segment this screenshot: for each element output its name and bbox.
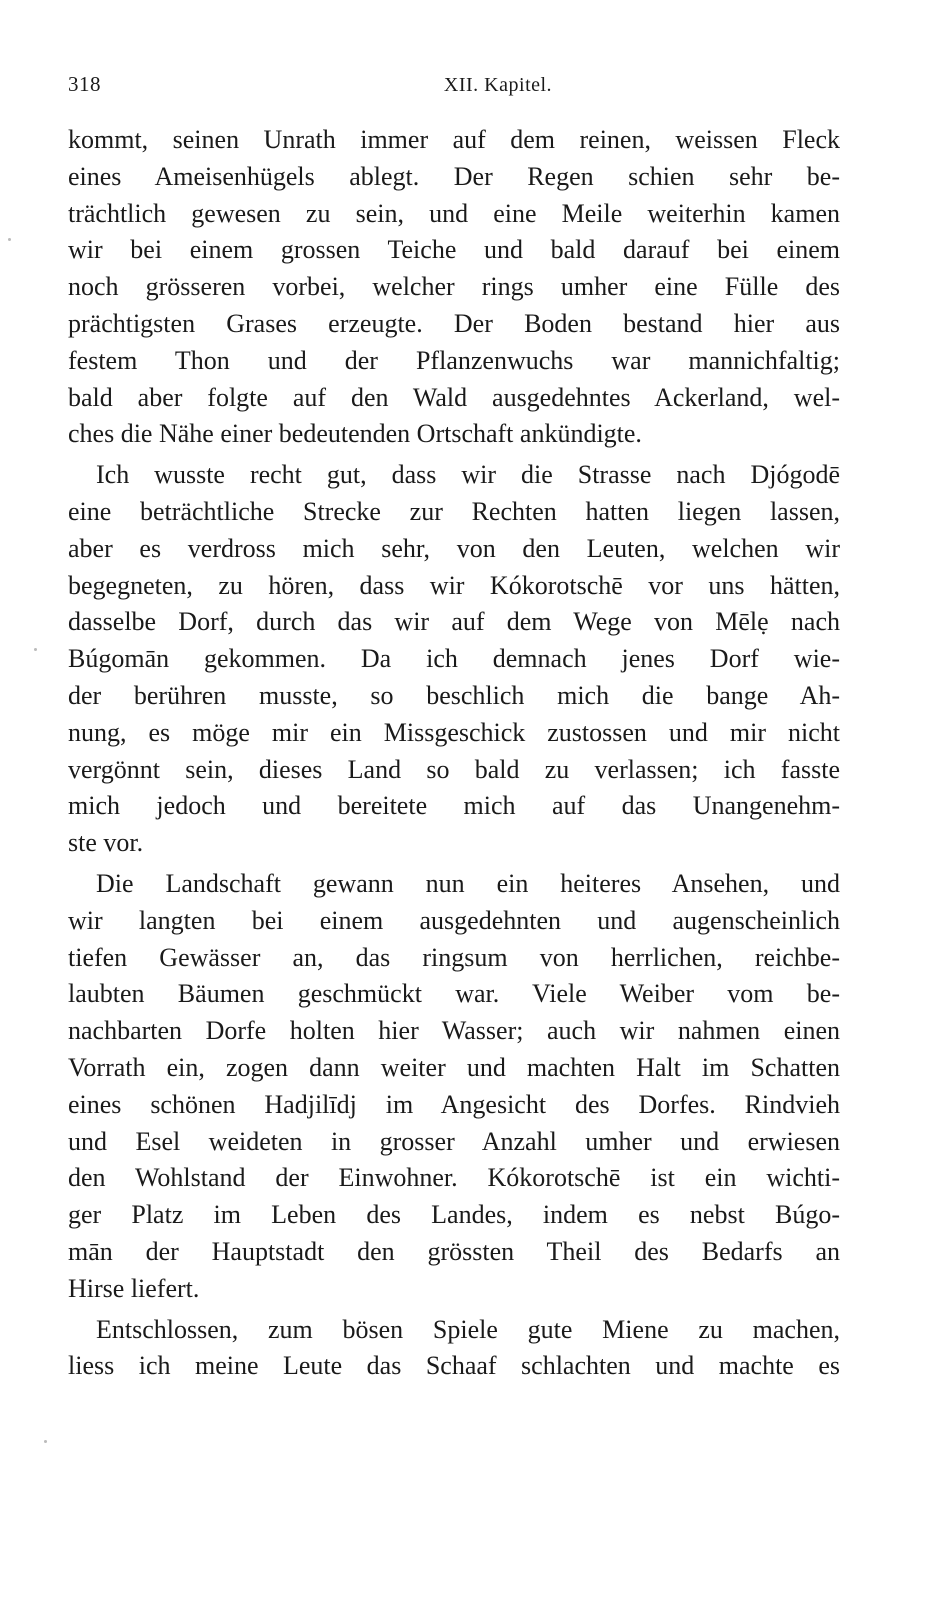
text-line: mān der Hauptstadt den grössten Theil des Bedarfs an	[68, 1236, 840, 1266]
text-line: liess ich meine Leute das Schaaf schlachten und machte es	[68, 1351, 840, 1381]
text-line: Entschlossen, zum bösen Spiele gute Miene zu machen,	[96, 1314, 840, 1344]
text-line: nung, es möge mir ein Missgeschick zustossen und mir nicht	[68, 717, 840, 747]
text-line: Búgomān gekommen. Da ich demnach jenes Dorf wie-	[68, 644, 840, 674]
text-line: tiefen Gewässer an, das ringsum von herrlichen, reichbe-	[68, 942, 840, 972]
text-line: noch grösseren vorbei, welcher rings umher eine Fülle des	[68, 272, 840, 302]
text-line: Die Landschaft gewann nun ein heiteres Ansehen, und	[96, 868, 840, 898]
text-line: eine beträchtliche Strecke zur Rechten hatten liegen lassen,	[68, 496, 840, 526]
text-line: prächtigsten Grases erzeugte. Der Boden bestand hier aus	[68, 308, 840, 338]
text-line: vergönnt sein, dieses Land so bald zu verlassen; ich fasste	[68, 754, 840, 784]
text-line: eines Ameisenhügels ablegt. Der Regen schien sehr be-	[68, 161, 840, 191]
page-header	[68, 72, 858, 102]
text-line: ger Platz im Leben des Landes, indem es nebst Búgo-	[68, 1200, 840, 1230]
body-text	[68, 122, 840, 1385]
text-line: der berühren musste, so beschlich mich die bange Ah-	[68, 680, 840, 710]
text-line: ste vor.	[68, 828, 144, 858]
text-line: wir bei einem grossen Teiche und bald darauf bei einem	[68, 235, 840, 265]
text-line: Hirse liefert.	[68, 1273, 200, 1303]
text-line: trächtlich gewesen zu sein, und eine Meile weiterhin kamen	[68, 198, 840, 228]
text-line: Ich wusste recht gut, dass wir die Strasse nach Djógodē	[96, 460, 840, 490]
text-line: mich jedoch und bereitete mich auf das Unangenehm-	[68, 791, 840, 821]
text-line: nachbarten Dorfe holten hier Wasser; auch wir nahmen einen	[68, 1016, 840, 1046]
text-line: wir langten bei einem ausgedehnten und augenscheinlich	[68, 905, 840, 935]
text-line: Vorrath ein, zogen dann weiter und machten Halt im Schatten	[68, 1052, 840, 1082]
scan-speck	[8, 238, 11, 241]
text-line: begegneten, zu hören, dass wir Kókorotschē vor uns hätten,	[68, 570, 840, 600]
text-line: dasselbe Dorf, durch das wir auf dem Wege von Mēlẹ nach	[68, 607, 840, 637]
text-line: und Esel weideten in grosser Anzahl umher und erwiesen	[68, 1126, 840, 1156]
text-line: bald aber folgte auf den Wald ausgedehntes Ackerland, wel-	[68, 382, 840, 412]
text-line: festem Thon und der Pflanzenwuchs war mannichfaltig;	[68, 345, 840, 375]
text-line: den Wohlstand der Einwohner. Kókorotschē ist ein wichti-	[68, 1163, 840, 1193]
text-line: eines schönen Hadjilīdj im Angesicht des Dorfes. Rindvieh	[68, 1089, 840, 1119]
scan-speck	[34, 648, 37, 651]
text-line: aber es verdross mich sehr, von den Leuten, welchen wir	[68, 533, 840, 563]
page-number: 318	[68, 72, 101, 96]
text-line: laubten Bäumen geschmückt war. Viele Weiber vom be-	[68, 979, 840, 1009]
text-line: kommt, seinen Unrath immer auf dem reinen, weissen Fleck	[68, 125, 840, 154]
text-line: ches die Nähe einer bedeutenden Ortschaft ankündigte.	[68, 419, 642, 449]
scan-speck	[44, 1440, 47, 1443]
running-head: XII. Kapitel.	[443, 74, 553, 96]
